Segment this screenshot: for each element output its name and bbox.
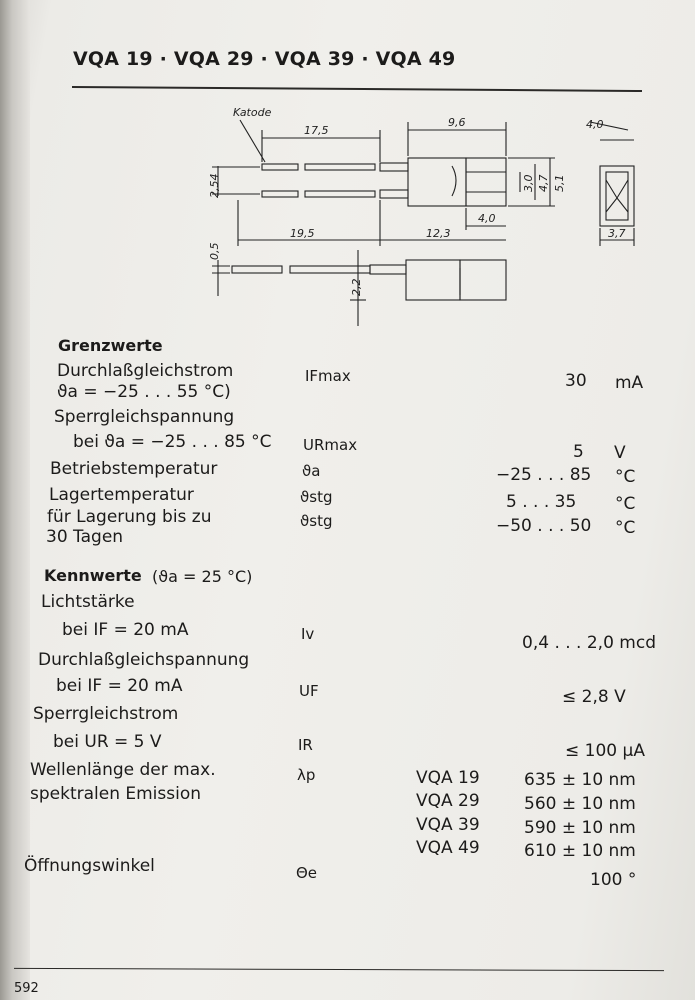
dim-4-7: 4,7 <box>537 174 550 192</box>
unit-lager: °C <box>615 494 636 514</box>
value-ir: ≤ 100 μA <box>565 741 645 761</box>
grenz-label-lager: Lagertemperatur <box>49 485 194 505</box>
kennwerte-heading: Kennwerte <box>44 566 142 585</box>
dim-3-0: 3,0 <box>522 174 535 192</box>
dim-9-6: 9,6 <box>448 116 466 129</box>
value-betrieb: −25 . . . 85 <box>496 465 592 485</box>
page-title: VQA 19 · VQA 29 · VQA 39 · VQA 49 <box>73 48 456 70</box>
katode-label: Katode <box>233 106 272 119</box>
grenz-label-lagerung: für Lagerung bis zu <box>47 507 212 527</box>
symbol-urmax: URmax <box>303 436 358 454</box>
kenn-label-oeffnung: Öffnungswinkel <box>24 856 155 876</box>
symbol-ifmax: IFmax <box>305 367 351 385</box>
grenz-label-durchlass: Durchlaßgleichstrom <box>57 361 234 381</box>
kenn-label-licht: Lichtstärke <box>41 592 135 612</box>
value-ifmax: 30 <box>565 371 587 391</box>
value-lager: 5 . . . 35 <box>506 492 577 512</box>
unit-ifmax: mA <box>615 373 644 393</box>
page-number: 592 <box>14 981 39 996</box>
book-binding-shadow <box>0 0 30 1000</box>
kenn-label-sperrstrom-cond: bei UR = 5 V <box>53 732 162 752</box>
dim-17-5: 17,5 <box>304 124 329 137</box>
footer-rule <box>14 968 664 971</box>
dimension-drawing <box>190 100 650 330</box>
value-uf: ≤ 2,8 V <box>562 687 626 707</box>
kenn-label-sperrstrom: Sperrgleichstrom <box>33 704 179 724</box>
dim-4-0-top: 4,0 <box>586 118 604 131</box>
unit-betrieb: °C <box>615 467 636 487</box>
grenz-label-durchlass-cond: ϑa = −25 . . . 55 °C) <box>57 382 231 402</box>
unit-urmax: V <box>614 443 626 463</box>
dim-5-1: 5,1 <box>553 174 566 192</box>
value-iv: 0,4 . . . 2,0 mcd <box>522 633 656 653</box>
symbol-theta-e: Θe <box>296 864 318 882</box>
kenn-label-durchlass: Durchlaßgleichspannung <box>38 650 250 670</box>
wavelength-type: VQA 39 <box>416 815 480 835</box>
dim-12-3: 12,3 <box>426 227 451 240</box>
grenzwerte-heading: Grenzwerte <box>58 336 163 355</box>
grenz-label-betrieb: Betriebstemperatur <box>50 459 218 479</box>
wavelength-value: 635 ± 10 nm <box>524 770 636 790</box>
wavelength-value: 610 ± 10 nm <box>524 841 636 861</box>
dim-4-0-mid: 4,0 <box>478 212 496 225</box>
grenz-label-sperr: Sperrgleichspannung <box>54 407 235 427</box>
grenz-label-sperr-cond: bei ϑa = −25 . . . 85 °C <box>73 432 272 452</box>
kenn-label-durchlass-cond: bei IF = 20 mA <box>56 676 183 696</box>
symbol-ta: ϑa <box>302 462 321 480</box>
kennwerte-condition: (ϑa = 25 °C) <box>152 567 253 586</box>
dim-2-54: 2,54 <box>208 173 221 198</box>
value-lagerung: −50 . . . 50 <box>496 516 592 536</box>
dim-3-7: 3,7 <box>608 227 626 240</box>
kenn-label-wellen: Wellenlänge der max. <box>30 760 216 780</box>
dim-0-5: 0,5 <box>208 242 221 260</box>
symbol-lambda-p: λp <box>297 766 316 784</box>
dim-2-2: 2,2 <box>350 278 363 296</box>
wavelength-value: 560 ± 10 nm <box>524 794 636 814</box>
value-urmax: 5 <box>573 442 584 462</box>
symbol-iv: Iv <box>301 625 315 643</box>
wavelength-value: 590 ± 10 nm <box>524 818 636 838</box>
kenn-label-wellen-2: spektralen Emission <box>30 784 202 804</box>
kenn-label-licht-cond: bei IF = 20 mA <box>62 620 189 640</box>
grenz-label-30-tagen: 30 Tagen <box>46 527 124 547</box>
unit-lagerung: °C <box>615 518 636 538</box>
dim-19-5: 19,5 <box>290 227 315 240</box>
wavelength-type: VQA 29 <box>416 791 480 811</box>
symbol-tstg-1: ϑstg <box>300 488 333 506</box>
wavelength-type: VQA 49 <box>416 838 480 858</box>
value-oeffnung: 100 ° <box>590 870 637 890</box>
symbol-ir: IR <box>298 736 313 754</box>
symbol-uf: UF <box>299 682 319 700</box>
title-rule <box>72 86 642 91</box>
symbol-tstg-2: ϑstg <box>300 512 333 530</box>
wavelength-type: VQA 19 <box>416 768 480 788</box>
